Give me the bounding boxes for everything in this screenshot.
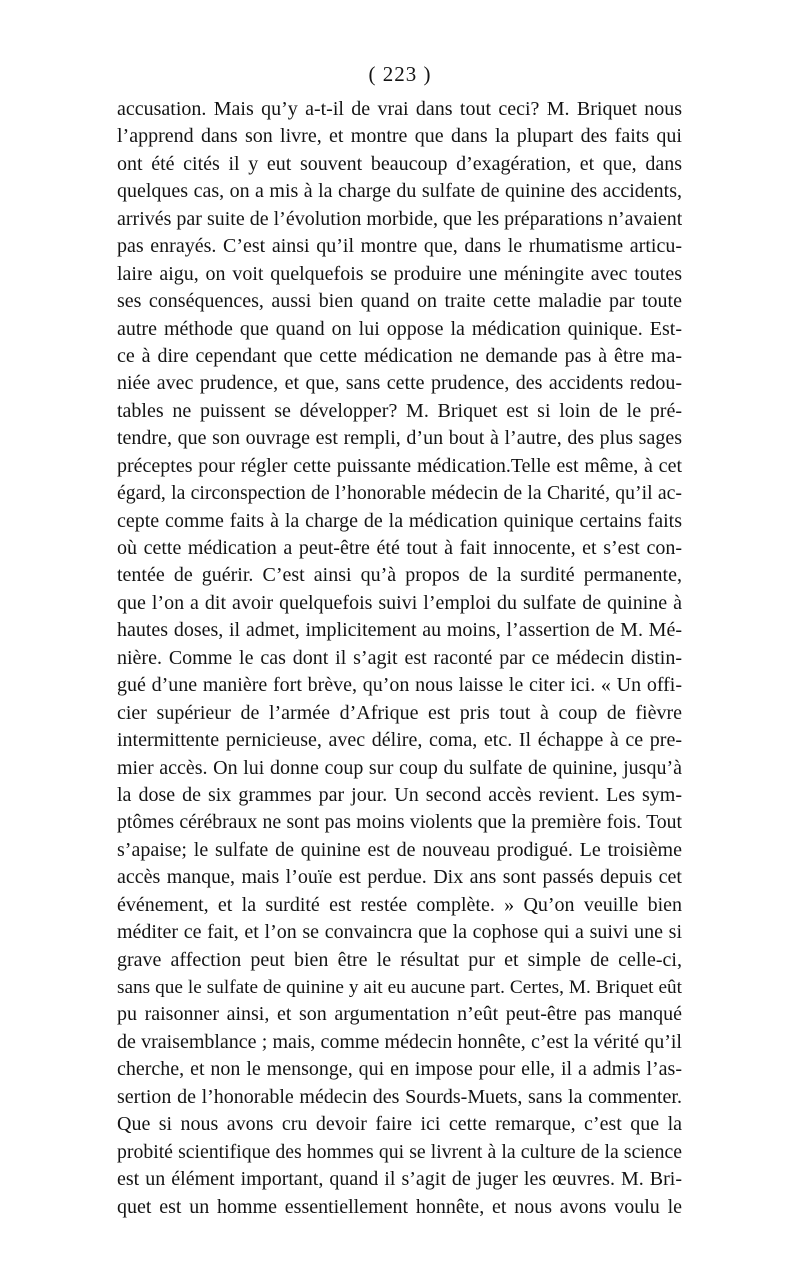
text-line: ont été cités il y eut souvent beaucoup d’exagération, et que, dans — [117, 152, 682, 175]
text-line: préceptes pour régler cette puissante médication.Telle est même, à cet — [117, 454, 682, 477]
text-line: grave affection peut bien être le résultat pur et simple de celle-ci, — [117, 948, 682, 971]
text-line: cherche, et non le mensonge, qui en impose pour elle, il a admis l’as- — [117, 1058, 682, 1081]
text-line: de vraisemblance ; mais, comme médecin honnête, c’est la vérité qu’il — [117, 1030, 682, 1053]
text-line: ptômes cérébraux ne sont pas moins violents que la première fois. Tout — [117, 811, 682, 834]
text-line: que l’on a dit avoir quelquefois suivi l’emploi du sulfate de quinine à — [117, 591, 682, 614]
text-line: gué d’une manière fort brève, qu’on nous laisse le citer ici. « Un offi- — [117, 674, 682, 697]
text-line: pu raisonner ainsi, et son argumentation n’eût peut-être pas manqué — [117, 1003, 682, 1026]
text-line: cepte comme faits à la charge de la médication quinique certains faits — [117, 509, 682, 532]
text-line: mier accès. On lui donne coup sur coup du sulfate de quinine, jusqu’à — [117, 756, 682, 779]
text-line: accès manque, mais l’ouïe est perdue. Dix ans sont passés depuis cet — [117, 866, 682, 889]
text-line: pas enrayés. C’est ainsi qu’il montre que, dans le rhumatisme articu- — [117, 235, 682, 258]
text-line: laire aigu, on voit quelquefois se produire une méningite avec toutes — [117, 262, 682, 285]
text-line: la dose de six grammes par jour. Un second accès revient. Les sym- — [117, 783, 682, 806]
text-line: égard, la circonspection de l’honorable médecin de la Charité, qu’il ac- — [117, 482, 682, 505]
text-line: quelques cas, on a mis à la charge du sulfate de quinine des accidents, — [117, 180, 682, 203]
text-line: s’apaise; le sulfate de quinine est de nouveau prodigué. Le troisième — [117, 838, 682, 861]
body-text — [117, 96, 682, 1221]
text-line: quet est un homme essentiellement honnête, et nous avons voulu le — [117, 1195, 682, 1218]
text-line: cier supérieur de l’armée d’Afrique est pris tout à coup de fièvre — [117, 701, 682, 724]
text-line: sertion de l’honorable médecin des Sourds-Muets, sans la commenter. — [117, 1085, 682, 1108]
text-line: probité scientifique des hommes qui se livrent à la culture de la science — [117, 1140, 682, 1163]
text-line: tables ne puissent se développer? M. Briquet est si loin de le pré- — [117, 399, 682, 422]
text-line: autre méthode que quand on lui oppose la médication quinique. Est- — [117, 317, 682, 340]
text-line: ce à dire cependant que cette médication ne demande pas à être ma- — [117, 344, 682, 367]
text-line: tendre, que son ouvrage est rempli, d’un bout à l’autre, des plus sages — [117, 427, 682, 450]
text-line: intermittente pernicieuse, avec délire, coma, etc. Il échappe à ce pre- — [117, 729, 682, 752]
text-line: l’apprend dans son livre, et montre que dans la plupart des faits qui — [117, 125, 682, 148]
text-line: accusation. Mais qu’y a-t-il de vrai dans tout ceci? M. Briquet nous — [117, 98, 682, 120]
text-line: Que si nous avons cru devoir faire ici cette remarque, c’est que la — [117, 1113, 682, 1136]
text-line: événement, et la surdité est restée complète. » Qu’on veuille bien — [117, 893, 682, 916]
text-line: est un élément important, quand il s’agit de juger les œuvres. M. Bri- — [117, 1168, 682, 1191]
text-line: sans que le sulfate de quinine y ait eu aucune part. Certes, M. Briquet eût — [117, 977, 682, 998]
page-number: ( 223 ) — [368, 62, 432, 86]
text-line: ses conséquences, aussi bien quand on traite cette maladie par toute — [117, 290, 682, 313]
text-line: méditer ce fait, et l’on se convaincra que la cophose qui a suivi une si — [117, 921, 682, 944]
text-line: nière. Comme le cas dont il s’agit est raconté par ce médecin distin- — [117, 646, 682, 669]
text-line: arrivés par suite de l’évolution morbide, que les préparations n’avaient — [117, 207, 682, 230]
text-line: niée avec prudence, et que, sans cette prudence, des accidents redou- — [117, 372, 682, 395]
text-line: hautes doses, il admet, implicitement au moins, l’assertion de M. Mé- — [117, 619, 682, 642]
text-line: où cette médication a peut-être été tout à fait innocente, et s’est con- — [117, 537, 682, 559]
text-line: tentée de guérir. C’est ainsi qu’à propos de la surdité permanente, — [117, 564, 682, 587]
